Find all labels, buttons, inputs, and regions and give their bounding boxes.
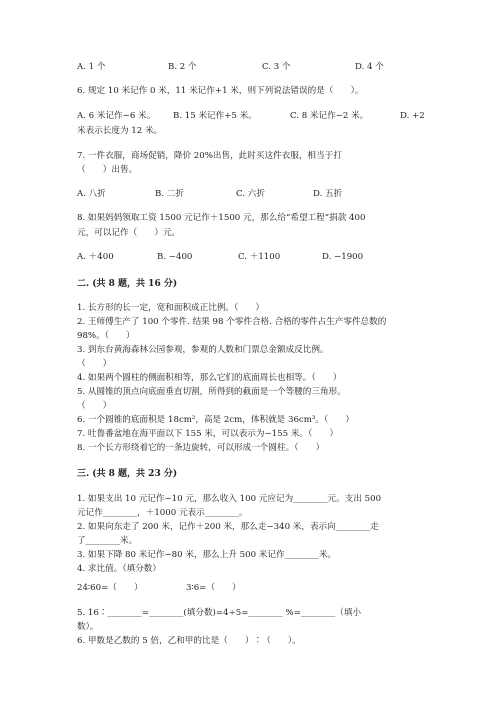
s2-item: （ ）: [77, 359, 112, 369]
ratio-1: 24∶60=（ ）: [77, 583, 143, 593]
q6-stem: 6. 规定 10 米记作 0 米，11 米记作+1 米，则下列说法错误的是（ ）。: [77, 86, 364, 96]
q8-option-d: D. −1900: [322, 252, 364, 262]
s2-item: 98%。（ ）: [77, 331, 135, 341]
q8-stem: 8. 如果妈妈领取工资 1500 元记作＋1500 元，那么给“希望工程”捐款 400: [77, 213, 366, 223]
s3-item: 了________米。: [77, 536, 138, 546]
q7-option-d: D. 五折: [313, 189, 343, 199]
s2-item: 6. 一个圆锥的底面积是 18cm²，高是 2cm，体积就是 36cm³。（ ）: [77, 415, 355, 425]
q5-option-a: A. 1 个: [77, 62, 106, 72]
s2-item: 8. 一个长方形绕着它的一条边旋转，可以形成一个圆柱。（ ）: [77, 443, 325, 453]
s3-item: 4. 求比值。（填分数）: [77, 564, 161, 574]
q5-option-c: C. 3 个: [262, 62, 291, 72]
q8-stem-cont: 元，可以记作（ ）元。: [77, 228, 181, 238]
q8-option-b: B. −400: [157, 252, 193, 262]
q6-option-c: C. 8 米记作−2 米。: [290, 111, 369, 121]
q7-option-b: B. 二折: [155, 189, 184, 199]
s3-q5-cont: 数）。: [77, 622, 99, 632]
q6-option-d: D. +2: [400, 111, 425, 121]
q5-option-b: B. 2 个: [168, 62, 197, 72]
section-2-title: 二. (共 8 题，共 16 分): [77, 279, 178, 289]
s2-item: 5. 从圆锥的顶点向底面垂直切割，所得到的截面是一个等腰的三角形。: [77, 387, 346, 397]
s3-item: 3. 如果下降 80 米记作−80 米，那么上升 500 米记作________米。: [77, 550, 337, 560]
s2-item: 7. 吐鲁番盆地在海平面以下 155 米，可以表示为−155 米。（ ）: [77, 429, 339, 439]
s3-item: 1. 如果支出 10 元记作−10 元，那么收入 100 元应记为________元。支出 500: [77, 494, 382, 504]
q7-stem: 7. 一件衣服，商场促销，降价 20%出售，此时买这件衣服，相当于打: [77, 151, 342, 161]
q5-option-d: D. 4 个: [355, 62, 384, 72]
q6-option-a: A. 6 米记作−6 米。: [77, 111, 156, 121]
q7-option-a: A. 八折: [77, 189, 106, 199]
q6-option-d-cont: 米表示长度为 12 米。: [77, 126, 163, 136]
q8-option-a: A. ＋400: [77, 252, 114, 262]
section-3-title: 三. (共 8 题，共 23 分): [77, 469, 178, 479]
q7-option-c: C. 六折: [236, 189, 265, 199]
s3-q6: 6. 甲数是乙数的 5 倍，乙和甲的比是（ ）∶（ ）。: [77, 636, 301, 646]
s3-item: 2. 如果向东走了 200 米，记作＋200 米，那么走−340 米，表示向________走: [77, 522, 379, 532]
ratio-2: 3∶6=（ ）: [186, 583, 241, 593]
s2-item: 1. 长方形的长一定，宽和面积成正比例。（ ）: [77, 303, 265, 313]
q6-option-b: B. 15 米记作+5 米。: [173, 111, 257, 121]
q8-option-c: C. ＋1100: [238, 252, 281, 262]
s2-item: 4. 如果两个圆柱的侧面积相等，那么它们的底面周长也相等。（ ）: [77, 373, 342, 383]
q7-stem-cont: （ ）出售。: [77, 165, 138, 175]
s3-item: 元记作________，＋1000 元表示________。: [77, 508, 248, 518]
s3-q5: 5. 16∶________=________(填分数)=4÷5=________ %=________（填小: [77, 608, 362, 618]
s2-item: 2. 王师傅生产了 100 个零件. 结果 98 个零件合格. 合格的零件占生产零件总数的: [77, 317, 387, 327]
s2-item: 3. 到东台黄海森林公园参观，参观的人数和门票总金额成反比例。: [77, 345, 329, 355]
s2-item: （ ）: [77, 401, 112, 411]
